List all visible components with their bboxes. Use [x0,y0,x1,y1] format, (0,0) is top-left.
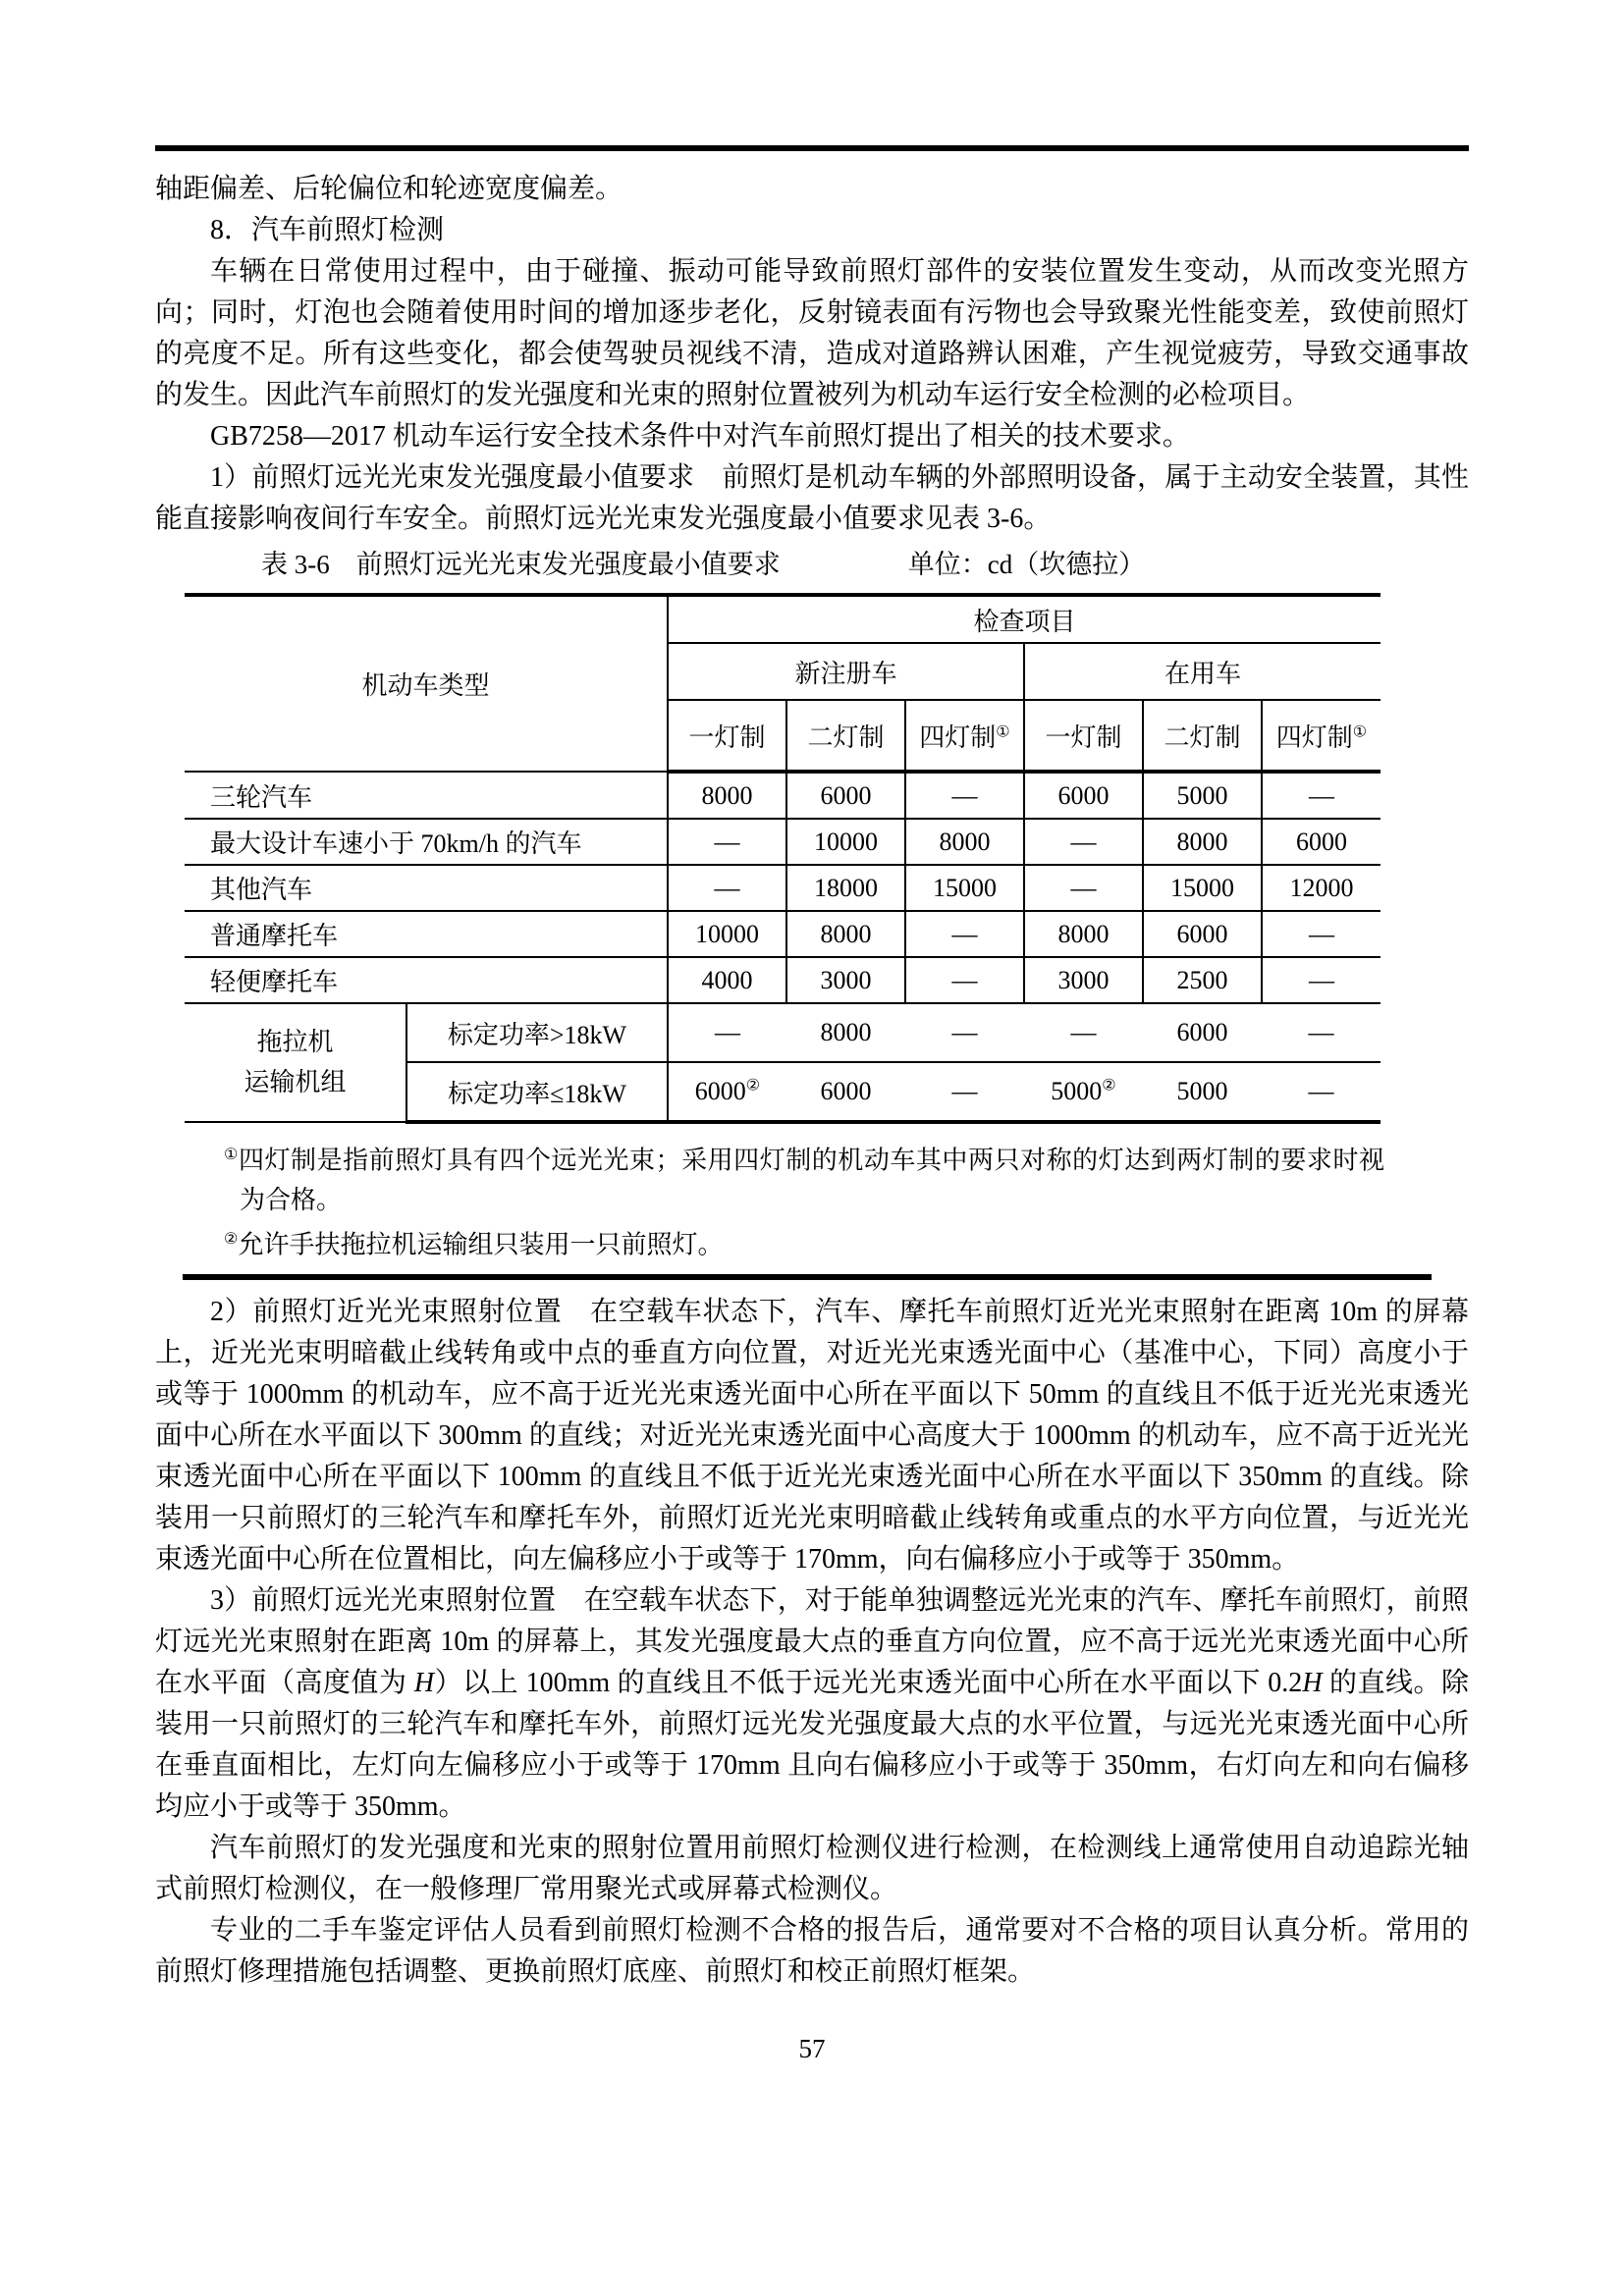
table-row [185,772,1380,819]
cell: 8000 [905,819,1024,865]
table-footnotes [155,1136,1384,1264]
footnote-mark: ① [224,1147,239,1163]
footnote-mark: ② [224,1230,239,1248]
cell: 15000 [905,865,1024,911]
cell: 8000 [786,1003,905,1062]
table-header-row [185,595,1380,643]
paragraph: GB7258—2017 机动车运行安全技术条件中对汽车前照灯提出了相关的技术要求。 [210,421,1190,452]
footnote-mark: ① [1352,722,1368,740]
header-one-lamp [668,700,786,772]
header-rule [155,145,1469,151]
header-check-item: 检查项目 [668,595,1380,643]
paragraph: 1）前照灯远光光束发光强度最小值要求 前照灯是机动车辆的外部照明设备，属于主动安全装置，其性能直接影响夜间行车安全。前照灯远光光束发光强度最小值要求见表 3-6。 [155,462,1469,534]
header-label: 二灯制 [1164,722,1241,752]
cell: 12000 [1262,865,1380,911]
tractor-label-line1: 拖拉机 [256,1028,334,1057]
row-sublabel: 标定功率>18kW [406,1003,668,1062]
footnote-mark: ② [745,1077,761,1095]
row-label: 三轮汽车 [185,772,668,819]
table-bottom-rule [183,1274,1432,1280]
cell: — [1262,1062,1380,1122]
table-row [185,957,1380,1003]
header-label: 二灯制 [807,722,885,752]
footnote-mark: ① [996,722,1010,740]
cell: — [1262,1003,1380,1062]
cell: — [668,1003,786,1062]
footnote-text: 允许手扶拖拉机运输组只装用一只前照灯。 [238,1230,724,1259]
footnote-text: 四灯制是指前照灯具有四个远光光束；采用四灯制的机动车其中两只对称的灯达到两灯制的要求时视为合格。 [238,1146,1384,1214]
cell: — [668,819,786,865]
cell: 6000 [1143,1003,1262,1062]
cell: 6000 [1262,819,1380,865]
cell: 3000 [786,957,905,1003]
cell: — [1262,772,1380,819]
header-label: 四灯制 [1275,722,1353,752]
table-row [185,1003,1380,1062]
cell: 8000 [668,772,786,819]
cell: 15000 [1143,865,1262,911]
page-number: 57 [798,2034,826,2064]
cell: — [905,772,1024,819]
paragraph: 汽车前照灯的发光强度和光束的照射位置用前照灯检测仪进行检测，在检测线上通常使用自动追踪光轴式前照灯检测仪，在一般修理厂常用聚光式或屏幕式检测仪。 [155,1833,1469,1905]
cell: 10000 [668,911,786,957]
paragraph: 2）前照灯近光光束照射位置 在空载车状态下，汽车、摩托车前照灯近光光束照射在距离 10m 的屏幕上，近光光束明暗截止线转角或中点的垂直方向位置，对近光光束透光面中心（基准中心，下同）高度小于或等于 1000mm 的机动车，应不高于近光光束透光面中心所在平面以下 50mm 的直线且不低于近光光束透光面中心所在水平面以下 300mm 的直线；对近光光束透光面中心高度大于 1000mm 的机动车，应不高于近光光束透光面中心所在平面以下 100mm 的直线且不低于近光光束透光面中心所在水平面以下 350mm 的直线。除装用一只前照灯的三轮汽车和摩托车外，前照灯近光光束明暗截止线转角或重点的水平方向位置，与近光光束透光面中心所在位置相比，向左偏移应小于或等于 170mm，向右偏移应小于或等于 350mm。 [155,1297,1469,1575]
cell: 4000 [668,957,786,1003]
header-two-lamp [786,700,905,772]
row-sublabel: 标定功率≤18kW [406,1062,668,1122]
cell: — [905,957,1024,1003]
header-four-lamp [905,700,1024,772]
header-new-registered: 新注册车 [668,643,1024,700]
table-row [185,865,1380,911]
tractor-label-line2: 运输机组 [244,1067,347,1096]
row-label-tractor [185,1003,406,1122]
cell: 6000 [1024,772,1143,819]
row-label: 最大设计车速小于 70km/h 的汽车 [185,819,668,865]
row-label: 普通摩托车 [185,911,668,957]
cell-value: 6000 [694,1077,746,1105]
header-label: 一灯制 [688,722,766,752]
cell: — [1024,819,1143,865]
cell: — [1024,1003,1143,1062]
row-label: 其他汽车 [185,865,668,911]
cell: — [905,1062,1024,1122]
cell: 8000 [1143,819,1262,865]
cell-value: 5000 [1051,1077,1103,1105]
footnote [155,1136,1384,1220]
cell: 8000 [786,911,905,957]
cell: — [1262,957,1380,1003]
header-four-lamp [1262,700,1380,772]
cell: — [905,1003,1024,1062]
cell [668,1062,786,1122]
paragraph: 车辆在日常使用过程中，由于碰撞、振动可能导致前照灯部件的安装位置发生变动，从而改变光照方向；同时，灯泡也会随着使用时间的增加逐步老化，反射镜表面有污物也会导致聚光性能变差，致使前照灯的亮度不足。所有这些变化，都会使驾驶员视线不清，造成对道路辨认困难，产生视觉疲劳，导致交通事故的发生。因此汽车前照灯的发光强度和光束的照射位置被列为机动车运行安全检测的必检项目。 [155,256,1469,410]
cell: 5000 [1143,1062,1262,1122]
cell: 8000 [1024,911,1143,957]
table-caption-unit: 单位：cd（坎德拉） [907,550,1146,579]
paragraph: 3）前照灯远光光束照射位置 在空载车状态下，对于能单独调整远光光束的汽车、摩托车前照灯，前照灯远光光束照射在距离 10m 的屏幕上，其发光强度最大点的垂直方向位置，应不高于远光光束透光面中心所在水平面（高度值为 H）以上 100mm 的直线且不低于远光光束透光面中心所在水平面以下 0.2H 的直线。除装用一只前照灯的三轮汽车和摩托车外，前照灯远光发光强度最大点的水平位置，与远光光束透光面中心所在垂直面相比，左灯向左偏移应小于或等于 170mm 且向右偏移应小于或等于 350mm，右灯向左和向右偏移均应小于或等于 350mm。 [155,1585,1469,1823]
cell: — [668,865,786,911]
cell: 5000 [1143,772,1262,819]
cell: 18000 [786,865,905,911]
paragraph: 专业的二手车鉴定评估人员看到前照灯检测不合格的报告后，通常要对不合格的项目认真分析。常用的前照灯修理措施包括调整、更换前照灯底座、前照灯和校正前照灯框架。 [155,1915,1469,1988]
header-one-lamp [1024,700,1143,772]
section-heading: 8．汽车前照灯检测 [210,215,445,245]
cell: — [1024,865,1143,911]
cell: 6000 [1143,911,1262,957]
table-3-6 [185,593,1380,1124]
cell: 2500 [1143,957,1262,1003]
header-label: 一灯制 [1045,722,1122,752]
header-label: 四灯制 [919,722,997,752]
row-label: 轻便摩托车 [185,957,668,1003]
cell: 10000 [786,819,905,865]
cell: 3000 [1024,957,1143,1003]
table-caption [155,542,1469,587]
header-in-use: 在用车 [1024,643,1380,700]
paragraph-continuation: 轴距偏差、后轮偏位和轮迹宽度偏差。 [155,174,623,204]
cell: — [1262,911,1380,957]
table-row [185,819,1380,865]
cell: — [905,911,1024,957]
header-two-lamp [1143,700,1262,772]
cell [1024,1062,1143,1122]
table-row [185,911,1380,957]
footnote [155,1220,1384,1265]
cell: 6000 [786,1062,905,1122]
header-vehicle-type: 机动车类型 [185,595,668,772]
footnote-mark: ② [1102,1077,1116,1095]
cell: 6000 [786,772,905,819]
table-caption-title: 表 3-6 前照灯远光光束发光强度最小值要求 [261,550,781,579]
